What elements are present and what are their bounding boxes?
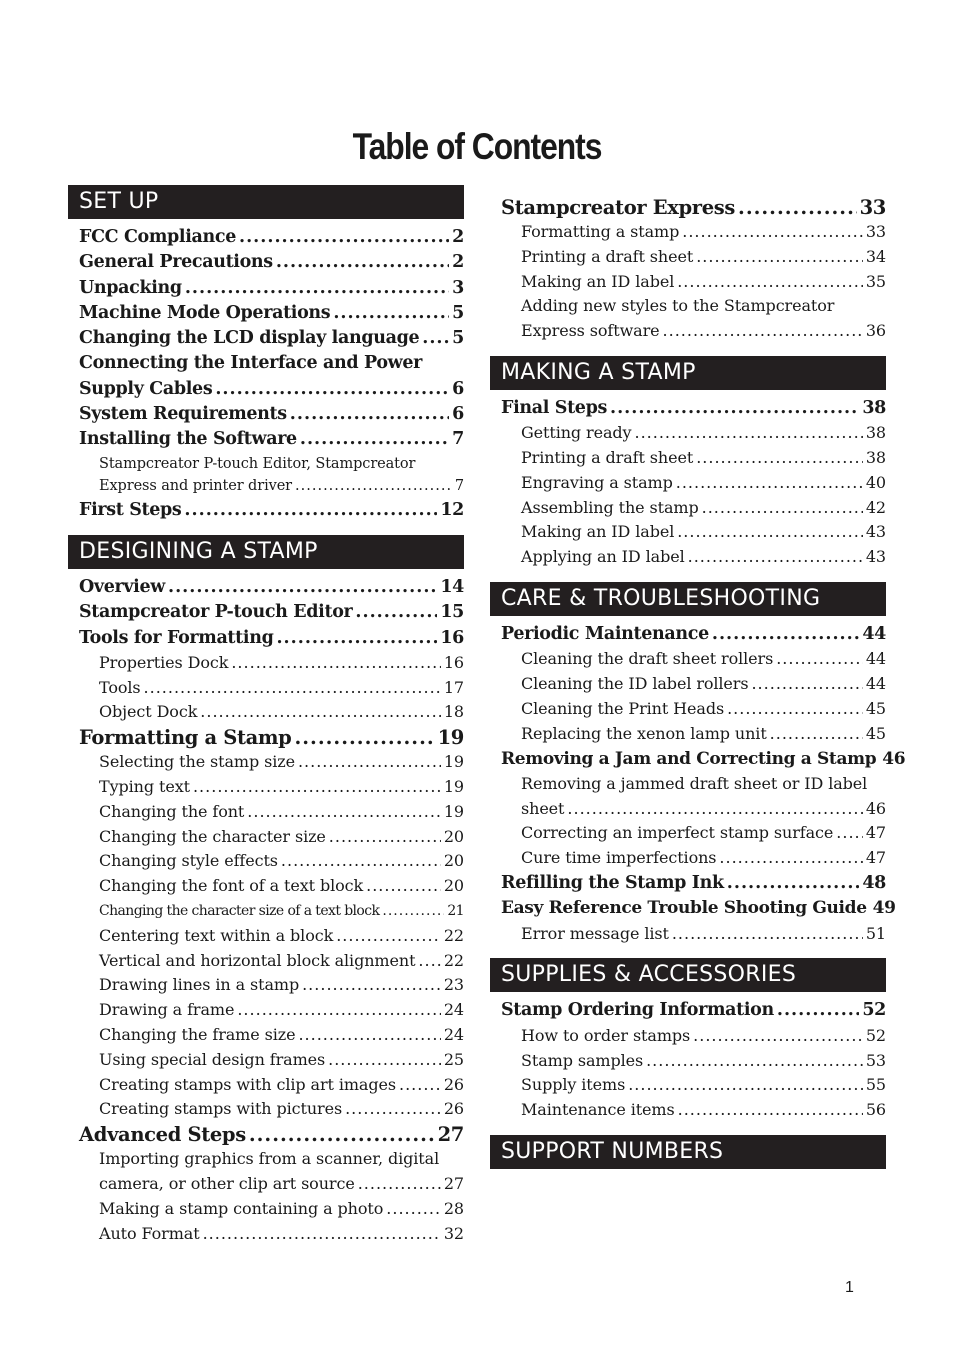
toc-entry-text: Making an ID label xyxy=(521,522,675,542)
toc-entry[interactable] xyxy=(68,498,464,523)
toc-entry-text: Drawing a frame xyxy=(99,1000,235,1020)
dot-leader xyxy=(678,1098,863,1123)
toc-page-number: 33 xyxy=(859,196,886,219)
toc-entry[interactable] xyxy=(490,421,886,446)
toc-page-number: 20 xyxy=(443,876,464,896)
toc-entry-text: Formatting a Stamp xyxy=(79,726,292,750)
toc-page-number: 16 xyxy=(440,627,464,648)
dot-leader xyxy=(382,899,444,924)
toc-page-number: 19 xyxy=(443,801,464,821)
toc-entry-text: Centering text within a block xyxy=(99,925,334,945)
toc-entry-text: Auto Format xyxy=(99,1223,200,1243)
toc-page-number: 38 xyxy=(862,397,886,418)
toc-entry-text: Creating stamps with clip art images xyxy=(99,1074,396,1094)
toc-entry[interactable] xyxy=(490,846,886,871)
toc-entry[interactable] xyxy=(68,1097,464,1122)
page-title: Table of Contents xyxy=(352,126,602,167)
toc-page-number: 21 xyxy=(447,903,464,920)
toc-page-number: 55 xyxy=(865,1075,886,1095)
dot-leader xyxy=(696,446,863,471)
toc-page-number: 28 xyxy=(443,1198,464,1218)
dot-leader xyxy=(418,949,440,974)
toc-page-number: 19 xyxy=(443,752,464,772)
toc-entry[interactable] xyxy=(68,1222,464,1247)
toc-entry-text: Tools xyxy=(99,677,141,697)
toc-entry[interactable] xyxy=(68,427,464,452)
toc-entry[interactable] xyxy=(490,270,886,295)
toc-entry[interactable] xyxy=(490,772,886,822)
toc-entry[interactable] xyxy=(490,245,886,270)
toc-entry[interactable] xyxy=(68,250,464,275)
toc-entry-text: Making an ID label xyxy=(521,271,675,291)
toc-page-number: 47 xyxy=(865,848,886,868)
toc-entry-text: Maintenance items xyxy=(521,1100,675,1120)
toc-entry-text: Engraving a stamp xyxy=(521,472,673,492)
dot-leader xyxy=(237,998,440,1023)
toc-entry[interactable] xyxy=(68,276,464,301)
dot-leader xyxy=(298,750,441,775)
dot-leader xyxy=(281,849,441,874)
toc-page-number: 27 xyxy=(443,1174,464,1193)
toc-entry[interactable] xyxy=(490,697,886,722)
toc-entry[interactable] xyxy=(68,575,464,600)
dot-leader xyxy=(366,874,441,899)
dot-leader xyxy=(567,797,862,822)
toc-entry-text: Advanced Steps xyxy=(79,1123,246,1147)
toc-entry[interactable] xyxy=(68,453,464,498)
toc-entry-text: Correcting an imperfect stamp surface xyxy=(521,823,834,843)
toc-page-number: 23 xyxy=(443,975,464,995)
toc-section xyxy=(490,185,886,356)
toc-entry-text: Changing the LCD display language xyxy=(79,328,420,349)
dot-leader xyxy=(294,725,434,750)
toc-entry-text: Supply items xyxy=(521,1075,626,1095)
dot-leader xyxy=(677,270,863,295)
toc-entry-text: Installing the Software xyxy=(79,429,297,450)
section-header: SET UP xyxy=(68,185,464,219)
toc-entry-text: First Steps xyxy=(79,499,182,520)
toc-page-number: 44 xyxy=(865,649,886,669)
toc-page-number: 24 xyxy=(443,1025,464,1045)
toc-entry-text: Stamp samples xyxy=(521,1050,644,1070)
dot-leader xyxy=(836,821,863,846)
toc-section xyxy=(490,582,906,958)
toc-page-number: 53 xyxy=(865,1050,886,1070)
section-header: SUPPORT NUMBERS xyxy=(490,1135,886,1169)
toc-page-number: 32 xyxy=(443,1223,464,1243)
toc-entry[interactable] xyxy=(490,496,886,521)
toc-page-number: 36 xyxy=(865,321,886,341)
dot-leader xyxy=(203,1222,441,1247)
toc-entry[interactable] xyxy=(68,1147,464,1197)
toc-page-number: 18 xyxy=(443,702,464,722)
toc-entry[interactable] xyxy=(68,651,464,676)
dot-leader xyxy=(777,998,859,1023)
toc-entry-text: Adding new styles to the Stampcreator xyxy=(521,296,835,316)
toc-page-number: 19 xyxy=(437,726,464,750)
dot-leader xyxy=(355,600,437,625)
dot-leader xyxy=(328,1048,441,1073)
toc-page-number: 14 xyxy=(440,576,464,597)
toc-page-number: 49 xyxy=(872,898,896,919)
toc-entry[interactable] xyxy=(68,600,464,625)
section-header: DESIGINING A STAMP xyxy=(68,535,464,569)
dot-leader xyxy=(302,973,441,998)
toc-entry-text: Changing the font xyxy=(99,801,245,821)
dot-leader xyxy=(249,1122,435,1147)
toc-entry[interactable] xyxy=(68,326,464,351)
toc-entry-text-cont: camera, or other clip art source xyxy=(99,1174,355,1193)
dot-leader xyxy=(693,1024,863,1049)
dot-leader xyxy=(290,402,449,427)
dot-leader xyxy=(688,545,863,570)
toc-page-number: 7 xyxy=(452,429,464,450)
toc-section xyxy=(68,185,464,535)
toc-entry-text: Stampcreator P-touch Editor xyxy=(79,602,353,623)
dot-leader xyxy=(676,471,863,496)
toc-page-number: 16 xyxy=(443,652,464,672)
dot-leader xyxy=(336,924,441,949)
toc-page-number: 56 xyxy=(865,1100,886,1120)
toc-entry[interactable] xyxy=(490,294,886,344)
toc-page-number: 7 xyxy=(454,478,464,495)
dot-leader xyxy=(295,475,452,498)
dot-leader xyxy=(168,575,437,600)
toc-page-number: 38 xyxy=(865,448,886,468)
toc-entry[interactable] xyxy=(68,1048,464,1073)
toc-entry[interactable] xyxy=(68,924,464,949)
dot-leader xyxy=(677,520,863,545)
toc-entry[interactable] xyxy=(68,402,464,427)
dot-leader xyxy=(247,800,441,825)
dot-leader xyxy=(751,672,862,697)
toc-entry-text: Changing the character size xyxy=(99,826,326,846)
toc-page-number: 52 xyxy=(862,1000,886,1021)
toc-page-number: 12 xyxy=(440,499,464,520)
toc-entry-text: Removing a Jam and Correcting a Stamp xyxy=(501,748,877,769)
toc-entry[interactable] xyxy=(490,1049,886,1074)
toc-entry[interactable] xyxy=(68,676,464,701)
toc-entry-text: Unpacking xyxy=(79,277,182,298)
toc-entry[interactable] xyxy=(68,800,464,825)
toc-page-number: 38 xyxy=(865,423,886,443)
dot-leader xyxy=(399,1073,441,1098)
dot-leader xyxy=(276,626,437,651)
toc-entry[interactable] xyxy=(68,849,464,874)
dot-leader xyxy=(635,421,863,446)
toc-page-number: 17 xyxy=(443,677,464,697)
toc-entry[interactable] xyxy=(68,775,464,800)
toc-page-number: 44 xyxy=(865,674,886,694)
toc-entry[interactable] xyxy=(490,446,886,471)
toc-page-number: 15 xyxy=(440,602,464,623)
toc-entry[interactable] xyxy=(68,700,464,725)
toc-entry-text: Changing style effects xyxy=(99,851,278,871)
toc-entry-text: Cure time imperfections xyxy=(521,848,717,868)
toc-section xyxy=(490,356,886,582)
dot-leader xyxy=(231,651,440,676)
toc-page-number: 43 xyxy=(865,522,886,542)
toc-page-number: 47 xyxy=(865,823,886,843)
toc-entry-text: Cleaning the ID label rollers xyxy=(521,674,749,694)
toc-entry[interactable] xyxy=(68,301,464,326)
toc-entry[interactable] xyxy=(68,1023,464,1048)
toc-section xyxy=(490,1135,886,1187)
dot-leader xyxy=(727,697,863,722)
toc-entry-text: Applying an ID label xyxy=(521,547,685,567)
toc-page-number: 25 xyxy=(443,1049,464,1069)
toc-entry[interactable] xyxy=(68,626,464,651)
toc-entry-text: Properties Dock xyxy=(99,652,229,672)
toc-entry-text-cont: sheet xyxy=(521,798,565,818)
toc-entry-text: Replacing the xenon lamp unit xyxy=(521,723,767,743)
dot-leader xyxy=(422,326,449,351)
toc-entry[interactable] xyxy=(490,722,886,747)
dot-leader xyxy=(646,1049,863,1074)
toc-page-number: 33 xyxy=(865,222,886,241)
toc-page-number: 45 xyxy=(865,698,886,718)
toc-entry[interactable] xyxy=(68,750,464,775)
toc-entry[interactable] xyxy=(68,351,464,402)
toc-entry[interactable] xyxy=(68,1197,464,1222)
dot-leader xyxy=(672,922,863,947)
toc-entry-text: Drawing lines in a stamp xyxy=(99,975,300,995)
toc-entry-text: How to order stamps xyxy=(521,1025,691,1045)
toc-page-number: 26 xyxy=(443,1074,464,1094)
toc-entry[interactable] xyxy=(490,647,886,672)
toc-entry[interactable] xyxy=(68,1122,464,1147)
left-column xyxy=(68,185,464,1258)
toc-entry[interactable] xyxy=(490,622,886,647)
toc-entry[interactable] xyxy=(490,922,886,947)
toc-page-number: 2 xyxy=(452,252,464,273)
toc-entry[interactable] xyxy=(490,195,886,220)
toc-entry[interactable] xyxy=(490,998,886,1023)
dot-leader xyxy=(770,722,863,747)
toc-page-number: 43 xyxy=(865,547,886,567)
dot-leader xyxy=(682,220,863,245)
toc-entry[interactable] xyxy=(68,1073,464,1098)
toc-page-number: 51 xyxy=(865,923,886,943)
right-column xyxy=(490,185,906,1187)
toc-entry-text: FCC Compliance xyxy=(79,227,236,247)
toc-entry-text: Using special design frames xyxy=(99,1049,326,1069)
toc-entry[interactable] xyxy=(68,973,464,998)
toc-entry-text: Creating stamps with pictures xyxy=(99,1099,343,1119)
toc-page-number: 5 xyxy=(452,328,464,349)
toc-page-number: 20 xyxy=(443,826,464,846)
toc-entry[interactable] xyxy=(490,1098,886,1123)
toc-entry[interactable] xyxy=(490,396,886,421)
toc-entry-text: Printing a draft sheet xyxy=(521,448,694,468)
toc-entry-text: System Requirements xyxy=(79,404,287,425)
toc-page-number: 3 xyxy=(452,277,464,298)
toc-entry-text: Vertical and horizontal block alignment xyxy=(99,950,416,970)
toc-entry-text: Machine Mode Operations xyxy=(79,302,331,323)
toc-entry-text: Error message list xyxy=(521,923,669,943)
toc-page-number: 46 xyxy=(882,748,906,769)
section-header: CARE & TROUBLESHOOTING xyxy=(490,582,886,616)
toc-entry-text: Assembling the stamp xyxy=(521,497,699,517)
dot-leader xyxy=(215,377,449,402)
toc-entry[interactable] xyxy=(490,1073,886,1098)
toc-page-number: 48 xyxy=(862,873,886,894)
dot-leader xyxy=(719,846,862,871)
toc-page-number: 42 xyxy=(865,497,886,517)
toc-entry[interactable] xyxy=(490,520,886,545)
toc-page-number: 34 xyxy=(865,246,886,266)
dot-leader xyxy=(298,1023,440,1048)
toc-entry[interactable] xyxy=(490,220,886,245)
dot-leader xyxy=(184,498,437,523)
dot-leader xyxy=(345,1097,441,1122)
toc-page-number: 40 xyxy=(865,472,886,492)
toc-entry-text: Formatting a stamp xyxy=(521,222,680,241)
toc-entry[interactable] xyxy=(490,747,906,772)
toc-page-number: 26 xyxy=(443,1099,464,1119)
toc-entry-text: Importing graphics from a scanner, digital xyxy=(99,1149,440,1169)
section-header: SUPPLIES & ACCESSORIES xyxy=(490,958,886,992)
toc-entry[interactable] xyxy=(68,725,464,750)
toc-entry-text: Stampcreator Express xyxy=(501,196,736,219)
toc-page-number: 52 xyxy=(865,1025,886,1045)
dot-leader xyxy=(185,276,449,301)
toc-page-number: 2 xyxy=(452,227,464,247)
toc-page-number: 6 xyxy=(452,378,464,399)
toc-entry-text: Periodic Maintenance xyxy=(501,624,709,645)
toc-entry-text: Overview xyxy=(79,576,165,597)
toc-entry-text: Refilling the Stamp Ink xyxy=(501,873,724,894)
toc-entry[interactable] xyxy=(490,471,886,496)
toc-entry-text-cont: Express and printer driver xyxy=(99,478,293,495)
toc-entry[interactable] xyxy=(68,949,464,974)
toc-entry-text: Stampcreator P-touch Editor, Stampcreator xyxy=(99,455,416,472)
toc-entry-text-cont: Supply Cables xyxy=(79,378,213,399)
toc-page-number: 5 xyxy=(452,302,464,323)
toc-entry-text: Typing text xyxy=(99,777,190,797)
dot-leader xyxy=(712,622,859,647)
toc-page-number: 45 xyxy=(865,723,886,743)
toc-entry-text: Printing a draft sheet xyxy=(521,246,694,266)
toc-entry-text: Changing the character size of a text block xyxy=(99,903,380,920)
toc-entry-text: Getting ready xyxy=(521,423,632,443)
toc-entry-text-cont: Express software xyxy=(521,321,660,341)
toc-entry[interactable] xyxy=(68,225,464,250)
toc-section xyxy=(490,958,886,1134)
dot-leader xyxy=(239,225,449,250)
toc-entry[interactable] xyxy=(68,825,464,850)
toc-entry-text: Easy Reference Trouble Shooting Guide xyxy=(501,898,867,919)
toc-entry-text: Final Steps xyxy=(501,397,607,418)
toc-entry[interactable] xyxy=(490,672,886,697)
dot-leader xyxy=(610,396,859,421)
dot-leader xyxy=(696,245,863,270)
dot-leader xyxy=(144,676,441,701)
dot-leader xyxy=(358,1172,441,1197)
toc-entry-text: Changing the frame size xyxy=(99,1025,296,1045)
toc-entry-text: Changing the font of a text block xyxy=(99,876,364,896)
toc-entry[interactable] xyxy=(490,545,886,570)
toc-page-number: 20 xyxy=(443,851,464,871)
toc-section xyxy=(68,535,464,1258)
dot-leader xyxy=(300,427,449,452)
dot-leader xyxy=(193,775,441,800)
toc-entry[interactable] xyxy=(68,899,464,924)
toc-page-number: 22 xyxy=(443,950,464,970)
toc-entry-text: Stamp Ordering Information xyxy=(501,1000,774,1021)
toc-page-number: 44 xyxy=(862,624,886,645)
toc-entry[interactable] xyxy=(490,896,896,921)
section-header: MAKING A STAMP xyxy=(490,356,886,390)
toc-page-number: 22 xyxy=(443,925,464,945)
page-number: 1 xyxy=(845,1279,854,1296)
toc-entry-text: Tools for Formatting xyxy=(79,627,274,648)
toc-entry[interactable] xyxy=(490,821,886,846)
dot-leader xyxy=(276,250,449,275)
dot-leader xyxy=(776,647,863,672)
dot-leader xyxy=(727,871,860,896)
dot-leader xyxy=(329,825,441,850)
dot-leader xyxy=(386,1197,441,1222)
toc-entry-text: General Precautions xyxy=(79,252,273,273)
toc-entry[interactable] xyxy=(490,1024,886,1049)
dot-leader xyxy=(333,301,449,326)
dot-leader xyxy=(738,195,857,220)
toc-page-number: 27 xyxy=(437,1123,464,1147)
dot-leader xyxy=(628,1073,863,1098)
toc-entry-text: Selecting the stamp size xyxy=(99,752,295,772)
toc-page-number: 35 xyxy=(865,271,886,291)
toc-entry-text: Cleaning the draft sheet rollers xyxy=(521,649,774,669)
toc-page-number: 6 xyxy=(452,404,464,425)
toc-page-number: 24 xyxy=(443,1000,464,1020)
toc-entry-text: Removing a jammed draft sheet or ID label xyxy=(521,773,868,793)
toc-page-number: 46 xyxy=(865,798,886,818)
toc-entry[interactable] xyxy=(68,998,464,1023)
toc-entry-text: Object Dock xyxy=(99,702,198,722)
toc-page-number: 19 xyxy=(443,777,464,797)
toc-entry[interactable] xyxy=(68,874,464,899)
dot-leader xyxy=(200,700,441,725)
toc-entry-text: Making a stamp containing a photo xyxy=(99,1198,384,1218)
dot-leader xyxy=(663,319,863,344)
toc-entry[interactable] xyxy=(490,871,886,896)
dot-leader xyxy=(702,496,863,521)
toc-entry-text: Connecting the Interface and Power xyxy=(79,353,423,374)
toc-entry-text: Cleaning the Print Heads xyxy=(521,698,725,718)
